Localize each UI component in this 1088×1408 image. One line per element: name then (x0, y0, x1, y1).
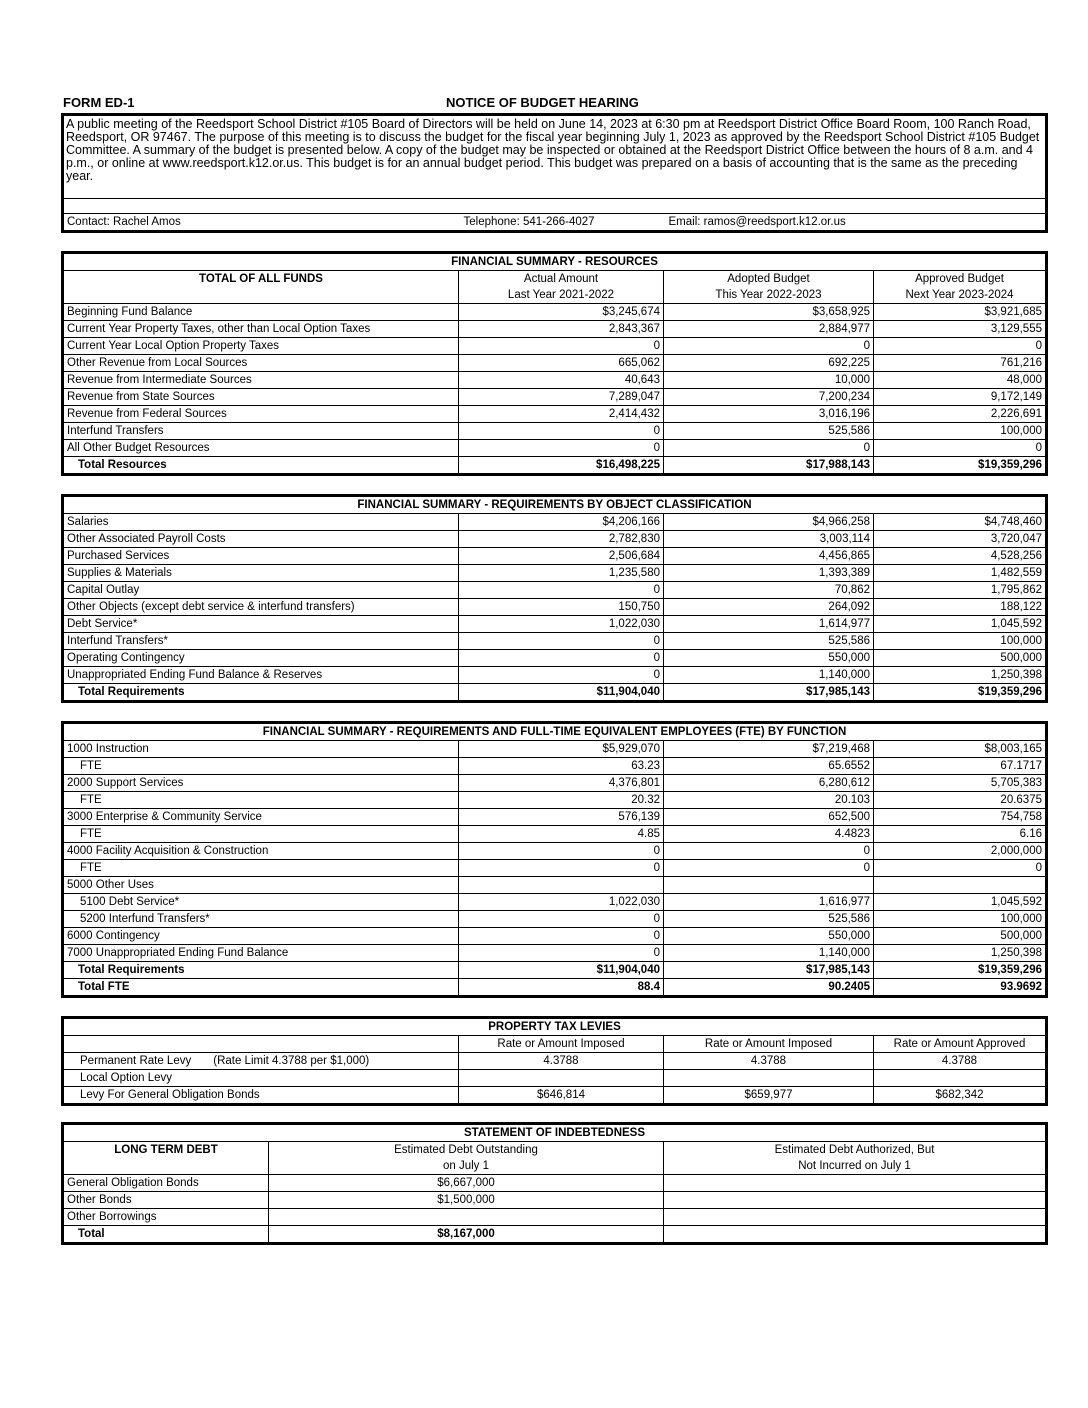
row-label: 5100 Debt Service* (63, 894, 459, 911)
row-label: Revenue from Federal Sources (63, 406, 459, 423)
row-value: 20.103 (664, 792, 874, 809)
row-value: 4.3788 (459, 1053, 664, 1070)
tax-levy-row (63, 1053, 1047, 1070)
resources-row (63, 406, 1047, 423)
indebtedness-table (61, 1122, 1048, 1245)
row-value (664, 1209, 1047, 1226)
row-value: $4,748,460 (874, 514, 1047, 531)
row-value: 9,172,149 (874, 389, 1047, 406)
row-label: Other Associated Payroll Costs (63, 531, 459, 548)
row-value: 20.32 (459, 792, 664, 809)
row-label: FTE (63, 860, 459, 877)
row-value: 1,482,559 (874, 565, 1047, 582)
row-value: 2,782,830 (459, 531, 664, 548)
row-label: Debt Service* (63, 616, 459, 633)
row-value: 761,216 (874, 355, 1047, 372)
row-value: 0 (459, 928, 664, 945)
requirements-object-total-row: Total Requirements $11,904,040 $17,985,143 $19,359,296 (63, 684, 1047, 702)
requirements-object-row (63, 667, 1047, 684)
resources-row (63, 389, 1047, 406)
resources-total-row: Total Resources $16,498,225 $17,988,143 $19,359,296 (63, 457, 1047, 475)
requirements-object-row (63, 565, 1047, 582)
row-value: 0 (459, 338, 664, 355)
row-value: 1,235,580 (459, 565, 664, 582)
resources-rows (63, 304, 1047, 457)
requirements-function-row (63, 775, 1047, 792)
row-label: Interfund Transfers (63, 423, 459, 440)
requirements-object-row (63, 616, 1047, 633)
requirements-function-row (63, 792, 1047, 809)
row-label: Revenue from State Sources (63, 389, 459, 406)
row-value: 525,586 (664, 633, 874, 650)
row-value: 0 (459, 945, 664, 962)
row-label: 3000 Enterprise & Community Service (63, 809, 459, 826)
row-value: 4.85 (459, 826, 664, 843)
row-label: Capital Outlay (63, 582, 459, 599)
indebtedness-row (63, 1192, 1047, 1209)
row-label: Other Revenue from Local Sources (63, 355, 459, 372)
row-value: 754,758 (874, 809, 1047, 826)
row-value: $3,658,925 (664, 304, 874, 321)
row-value: 500,000 (874, 650, 1047, 667)
row-label: Revenue from Intermediate Sources (63, 372, 459, 389)
row-value: $8,003,165 (874, 741, 1047, 758)
row-value: $659,977 (664, 1087, 874, 1105)
requirements-function-total-row: Total Requirements $11,904,040 $17,985,143 $19,359,296 (63, 962, 1047, 979)
row-value: 3,016,196 (664, 406, 874, 423)
row-value (664, 1192, 1047, 1209)
row-value: 2,226,691 (874, 406, 1047, 423)
col-approved: Approved Budget Next Year 2023-2024 (874, 271, 1047, 304)
row-value (459, 877, 664, 894)
row-value: 1,045,592 (874, 894, 1047, 911)
resources-row (63, 304, 1047, 321)
row-label: FTE (63, 826, 459, 843)
row-value: 550,000 (664, 928, 874, 945)
row-label: 5000 Other Uses (63, 877, 459, 894)
row-value: 2,884,977 (664, 321, 874, 338)
row-value: 1,250,398 (874, 667, 1047, 684)
row-value: 6,280,612 (664, 775, 874, 792)
row-value: 0 (664, 338, 874, 355)
row-label: FTE (63, 758, 459, 775)
resources-title: FINANCIAL SUMMARY - RESOURCES (63, 253, 1047, 271)
row-value: 264,092 (664, 599, 874, 616)
indebtedness-row (63, 1209, 1047, 1226)
row-label: Operating Contingency (63, 650, 459, 667)
requirements-function-row (63, 809, 1047, 826)
row-value: 550,000 (664, 650, 874, 667)
resources-table (61, 251, 1048, 476)
row-label: Supplies & Materials (63, 565, 459, 582)
tax-levies-table (61, 1016, 1048, 1106)
row-value: 0 (664, 843, 874, 860)
row-value: 0 (459, 860, 664, 877)
form-label: FORM ED-1 (63, 95, 135, 110)
row-value: 2,843,367 (459, 321, 664, 338)
row-value: 3,129,555 (874, 321, 1047, 338)
row-value: 7,289,047 (459, 389, 664, 406)
form-header (61, 93, 1048, 113)
indebtedness-rows (63, 1175, 1047, 1226)
row-value: $4,206,166 (459, 514, 664, 531)
row-value: $6,667,000 (269, 1175, 664, 1192)
row-value: 525,586 (664, 423, 874, 440)
row-label (63, 1053, 459, 1070)
row-label: 5200 Interfund Transfers* (63, 911, 459, 928)
row-value: $5,929,070 (459, 741, 664, 758)
notice-footer (61, 198, 1048, 233)
levy-label: Permanent Rate Levy (80, 1055, 192, 1067)
row-label: 7000 Unappropriated Ending Fund Balance (63, 945, 459, 962)
requirements-object-row (63, 582, 1047, 599)
row-label: Purchased Services (63, 548, 459, 565)
row-value: 2,000,000 (874, 843, 1047, 860)
col-adopted: Adopted Budget This Year 2022-2023 (664, 271, 874, 304)
row-value: 0 (459, 843, 664, 860)
row-label: Current Year Property Taxes, other than Local Option Taxes (63, 321, 459, 338)
row-value: $3,921,685 (874, 304, 1047, 321)
row-label: Beginning Fund Balance (63, 304, 459, 321)
indebtedness-row (63, 1175, 1047, 1192)
requirements-function-row (63, 741, 1047, 758)
row-label: 2000 Support Services (63, 775, 459, 792)
indebtedness-title: STATEMENT OF INDEBTEDNESS (63, 1124, 1047, 1142)
row-value: 4.4823 (664, 826, 874, 843)
row-value: $4,966,258 (664, 514, 874, 531)
row-value: 1,022,030 (459, 616, 664, 633)
row-value: 3,003,114 (664, 531, 874, 548)
row-value: 0 (874, 338, 1047, 355)
row-value: 0 (459, 440, 664, 457)
row-value: 150,750 (459, 599, 664, 616)
resources-row (63, 338, 1047, 355)
resources-col-label: TOTAL OF ALL FUNDS (63, 271, 459, 304)
levy-col-1: Rate or Amount Imposed (459, 1036, 664, 1053)
resources-row (63, 423, 1047, 440)
row-value: 48,000 (874, 372, 1047, 389)
requirements-function-rows (63, 741, 1047, 962)
row-value: 1,022,030 (459, 894, 664, 911)
debt-col-outstanding: Estimated Debt Outstanding on July 1 (269, 1142, 664, 1175)
requirements-object-rows (63, 514, 1047, 684)
row-value: 100,000 (874, 423, 1047, 440)
row-value: 4,456,865 (664, 548, 874, 565)
col-actual: Actual Amount Last Year 2021-2022 (459, 271, 664, 304)
contact-name: Contact: Rachel Amos (63, 214, 461, 232)
requirements-function-row (63, 911, 1047, 928)
resources-row (63, 355, 1047, 372)
row-value: 65.6552 (664, 758, 874, 775)
requirements-function-row (63, 860, 1047, 877)
row-value: 63.23 (459, 758, 664, 775)
budget-notice-page (61, 93, 1048, 1245)
levy-col-3: Rate or Amount Approved (874, 1036, 1047, 1053)
debt-col-authorized: Estimated Debt Authorized, But Not Incurred on July 1 (664, 1142, 1047, 1175)
row-label: FTE (63, 792, 459, 809)
row-label: All Other Budget Resources (63, 440, 459, 457)
row-value: 4,528,256 (874, 548, 1047, 565)
tax-levy-row (63, 1087, 1047, 1105)
row-value: 692,225 (664, 355, 874, 372)
row-label: Other Objects (except debt service & interfund transfers) (63, 599, 459, 616)
tax-levy-row (63, 1070, 1047, 1087)
row-label: Interfund Transfers* (63, 633, 459, 650)
levy-label: Levy For General Obligation Bonds (80, 1089, 260, 1101)
row-label: Other Borrowings (63, 1209, 269, 1226)
row-value: 0 (459, 582, 664, 599)
row-value: 100,000 (874, 633, 1047, 650)
requirements-function-row (63, 826, 1047, 843)
requirements-object-row (63, 548, 1047, 565)
row-value: 2,414,432 (459, 406, 664, 423)
row-label: Unappropriated Ending Fund Balance & Reserves (63, 667, 459, 684)
row-label: 6000 Contingency (63, 928, 459, 945)
row-value: 7,200,234 (664, 389, 874, 406)
row-value: 1,045,592 (874, 616, 1047, 633)
requirements-function-title: FINANCIAL SUMMARY - REQUIREMENTS AND FULL-TIME EQUIVALENT EMPLOYEES (FTE) BY FUNCTION (63, 723, 1047, 741)
row-value: 0 (874, 860, 1047, 877)
contact-email: Email: ramos@reedsport.k12.or.us (666, 214, 1047, 232)
row-value: 665,062 (459, 355, 664, 372)
row-value: 500,000 (874, 928, 1047, 945)
row-value: $1,500,000 (269, 1192, 664, 1209)
page-title: NOTICE OF BUDGET HEARING (446, 95, 639, 110)
row-label (63, 1087, 459, 1105)
requirements-object-row (63, 599, 1047, 616)
row-value (664, 1175, 1047, 1192)
row-label: 1000 Instruction (63, 741, 459, 758)
row-value: 1,795,862 (874, 582, 1047, 599)
levy-col-2: Rate or Amount Imposed (664, 1036, 874, 1053)
row-value: 3,720,047 (874, 531, 1047, 548)
row-value: 188,122 (874, 599, 1047, 616)
levy-label: Local Option Levy (80, 1072, 173, 1084)
requirements-function-row (63, 758, 1047, 775)
row-value: 4.3788 (664, 1053, 874, 1070)
resources-row (63, 440, 1047, 457)
row-value: 20.6375 (874, 792, 1047, 809)
row-value: $7,219,468 (664, 741, 874, 758)
row-value (664, 877, 874, 894)
requirements-object-row (63, 514, 1047, 531)
requirements-function-row (63, 928, 1047, 945)
row-label: Current Year Local Option Property Taxes (63, 338, 459, 355)
row-value (459, 1070, 664, 1087)
contact-telephone: Telephone: 541-266-4027 (461, 214, 666, 232)
row-value: 4.3788 (874, 1053, 1047, 1070)
row-label: Salaries (63, 514, 459, 531)
row-value: 1,250,398 (874, 945, 1047, 962)
requirements-object-table (61, 494, 1048, 703)
requirements-object-row (63, 650, 1047, 667)
requirements-object-row (63, 531, 1047, 548)
row-label: General Obligation Bonds (63, 1175, 269, 1192)
requirements-function-row (63, 945, 1047, 962)
resources-row (63, 321, 1047, 338)
row-value: 0 (459, 650, 664, 667)
row-value: 0 (664, 440, 874, 457)
row-value: 6.16 (874, 826, 1047, 843)
row-value: $646,814 (459, 1087, 664, 1105)
row-value (269, 1209, 664, 1226)
row-value: 100,000 (874, 911, 1047, 928)
row-value: 1,616,977 (664, 894, 874, 911)
requirements-function-row (63, 877, 1047, 894)
row-value (874, 1070, 1047, 1087)
requirements-function-total-fte-row: Total FTE 88.4 90.2405 93.9692 (63, 979, 1047, 997)
row-value: 0 (459, 423, 664, 440)
row-value: $682,342 (874, 1087, 1047, 1105)
row-value: 10,000 (664, 372, 874, 389)
requirements-function-row (63, 894, 1047, 911)
row-value (874, 877, 1047, 894)
row-value: 70,862 (664, 582, 874, 599)
row-value: 4,376,801 (459, 775, 664, 792)
resources-row (63, 372, 1047, 389)
requirements-object-row (63, 633, 1047, 650)
row-value (664, 1070, 874, 1087)
row-value: 576,139 (459, 809, 664, 826)
row-label (63, 1070, 459, 1087)
requirements-object-title: FINANCIAL SUMMARY - REQUIREMENTS BY OBJECT CLASSIFICATION (63, 496, 1047, 514)
debt-col-label: LONG TERM DEBT (63, 1142, 269, 1175)
row-value: 1,614,977 (664, 616, 874, 633)
requirements-function-table (61, 721, 1048, 998)
row-value: $3,245,674 (459, 304, 664, 321)
row-value: 0 (459, 911, 664, 928)
tax-levies-title: PROPERTY TAX LEVIES (63, 1018, 1047, 1036)
tax-levies-rows (63, 1053, 1047, 1105)
row-value: 2,506,684 (459, 548, 664, 565)
notice-text: A public meeting of the Reedsport School District #105 Board of Directors will be held on June 14, 2023 at 6:30 pm at Reedsport District Office Board Room, 100 Ranch Road, Reedsport, OR 97467. The purpose of this meeting is to discuss the budget for the fiscal year beginning July 1, 2023 as approved by the Reedsport School District #105 Budget Committee. A summary of the budget is presented below. A copy of the budget may be inspected or obtained at the Reedsport District Office between the hours of 8 a.m. and 4 p.m., or online at www.reedsport.k12.or.us. This budget is for an annual budget period. This budget was prepared on a basis of accounting that is the same as the preceding year. (61, 113, 1048, 198)
levy-note: (Rate Limit 4.3788 per $1,000) (213, 1055, 370, 1067)
row-value: 0 (874, 440, 1047, 457)
row-value: 525,586 (664, 911, 874, 928)
row-label: 4000 Facility Acquisition & Construction (63, 843, 459, 860)
row-value: 1,393,389 (664, 565, 874, 582)
row-value: 0 (459, 633, 664, 650)
row-value: 67.1717 (874, 758, 1047, 775)
row-value: 5,705,383 (874, 775, 1047, 792)
row-value: 0 (664, 860, 874, 877)
row-label: Other Bonds (63, 1192, 269, 1209)
requirements-function-row (63, 843, 1047, 860)
row-value: 1,140,000 (664, 945, 874, 962)
row-value: 40,643 (459, 372, 664, 389)
row-value: 0 (459, 667, 664, 684)
row-value: 1,140,000 (664, 667, 874, 684)
indebtedness-total-row: Total $8,167,000 (63, 1226, 1047, 1244)
row-value: 652,500 (664, 809, 874, 826)
